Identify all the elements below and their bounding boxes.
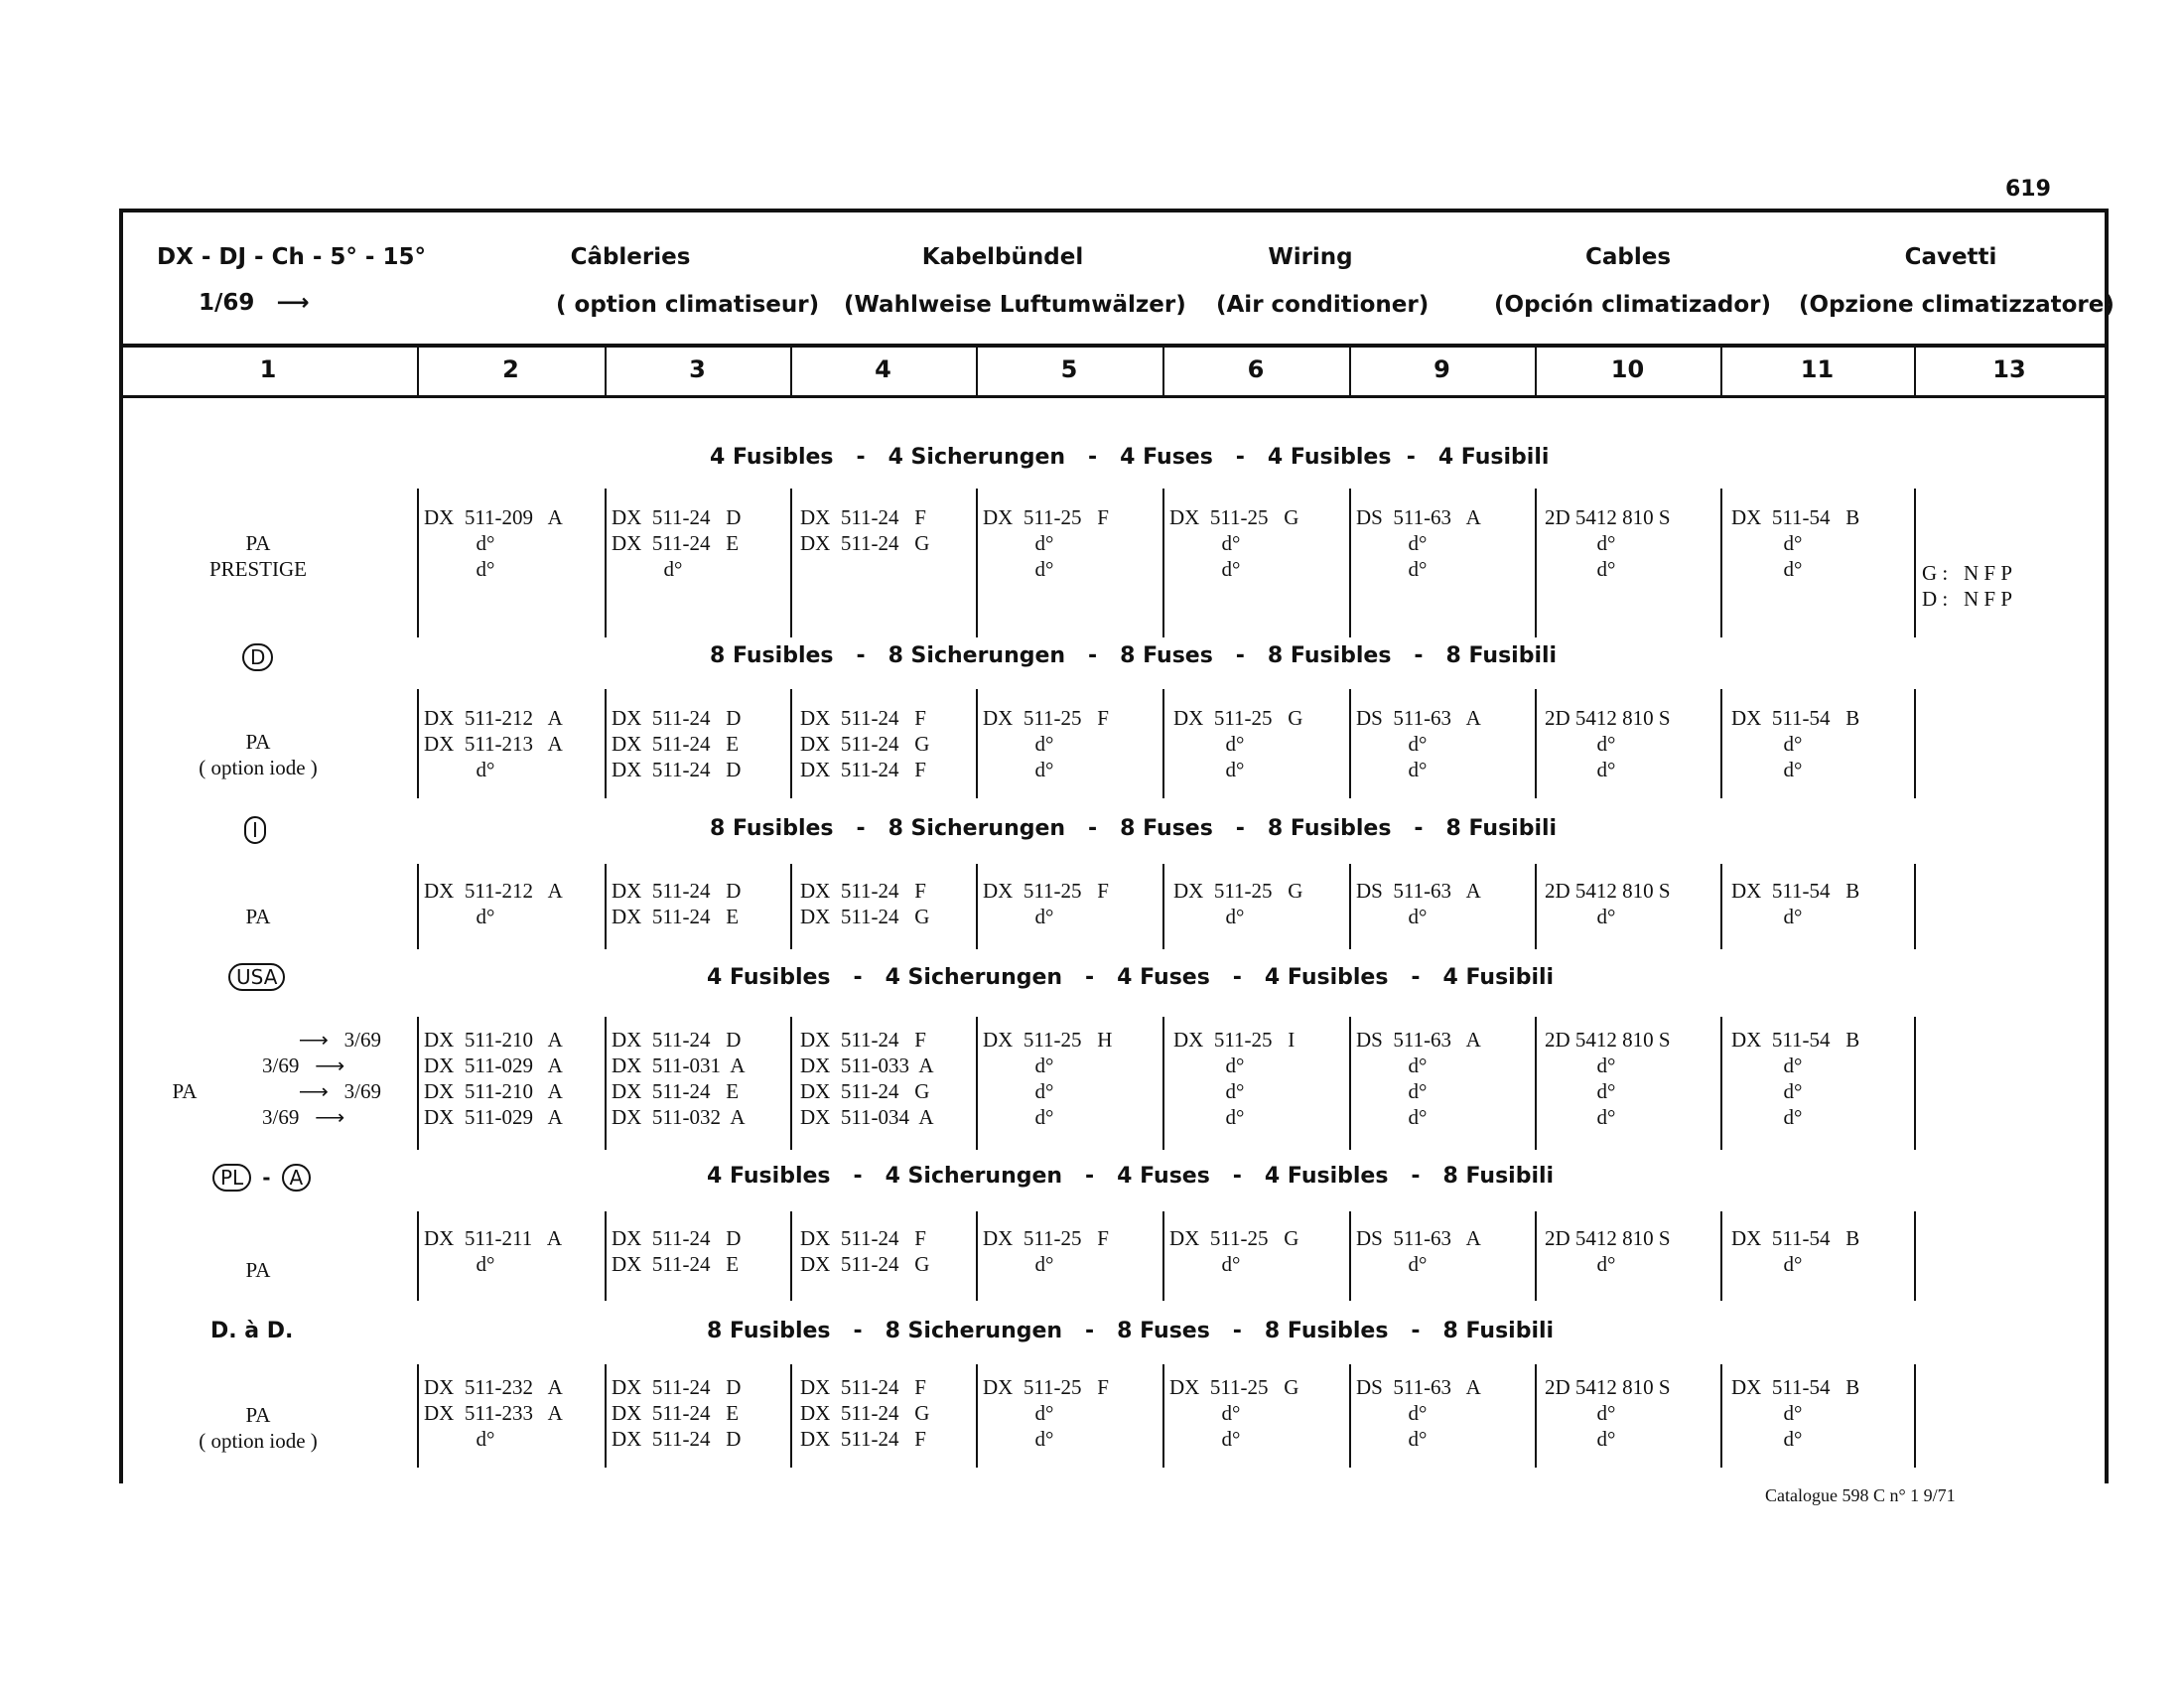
col-line — [1535, 489, 1537, 637]
region-separator: - — [262, 1166, 271, 1190]
lang-title-en: Wiring — [1268, 244, 1353, 270]
part-cell: DX 511-24 F DX 511-24 G — [800, 505, 930, 555]
col-line — [417, 1017, 419, 1150]
col-line — [1720, 689, 1722, 798]
col-line — [605, 489, 607, 637]
part-cell: DS 511-63 A d° d° d° — [1356, 1028, 1481, 1129]
col-line — [417, 489, 419, 637]
row-label: PA — [245, 1258, 271, 1282]
date-range: ⟶ 3/69 3/69 ⟶ ⟶ 3/69 3/69 ⟶ — [262, 1028, 381, 1129]
col-line — [1349, 1364, 1351, 1468]
col-line — [1914, 1017, 1916, 1150]
column-number: 3 — [689, 355, 706, 383]
col-line — [790, 1211, 792, 1301]
column-number: 9 — [1433, 355, 1450, 383]
lang-title-es: Cables — [1584, 244, 1672, 270]
col-line — [1914, 1364, 1916, 1468]
col-line — [1914, 489, 1916, 637]
region-badge — [242, 643, 273, 671]
col-line — [1535, 1017, 1537, 1150]
catalogue-footer: Catalogue 598 C n° 1 9/71 — [1765, 1485, 1956, 1505]
col-line — [1720, 864, 1722, 949]
region-label: D — [242, 643, 273, 671]
col-line — [790, 864, 792, 949]
region-label-pl: PL — [212, 1164, 251, 1192]
part-cell: DX 511-25 G d° d° — [1173, 706, 1303, 781]
part-cell: DX 511-24 D DX 511-24 E — [612, 879, 742, 928]
col-line — [790, 1364, 792, 1468]
part-cell: DX 511-24 D DX 511-24 E DX 511-24 D — [612, 1375, 742, 1451]
part-cell: 2D 5412 810 S d° d° d° — [1545, 1028, 1671, 1129]
col-line — [605, 1364, 607, 1468]
part-cell: 2D 5412 810 S d° — [1545, 1226, 1671, 1276]
col-line — [1162, 1017, 1164, 1150]
col-line — [976, 689, 978, 798]
col-line — [790, 689, 792, 798]
part-cell: DX 511-209 A d° d° — [424, 505, 563, 581]
col-line — [605, 1211, 607, 1301]
column-number: 2 — [502, 355, 519, 383]
col-line — [976, 1364, 978, 1468]
fuse-heading: 8 Fusibles - 8 Sicherungen - 8 Fuses - 8 Fusibles - 8 Fusibili — [710, 816, 1558, 841]
part-cell: DX 511-25 H d° d° d° — [983, 1028, 1113, 1129]
part-cell: DX 511-25 F d° d° — [983, 1375, 1109, 1451]
lang-title-de: Kabelbündel — [921, 244, 1084, 270]
part-cell: DX 511-25 G d° — [1173, 879, 1303, 928]
row-label: PA — [245, 905, 271, 928]
col-line — [976, 1017, 978, 1150]
part-cell: DS 511-63 A d° — [1356, 1226, 1481, 1276]
part-cell: 2D 5412 810 S d° d° — [1545, 706, 1671, 781]
lang-subtitle-fr: ( option climatiseur) — [556, 292, 820, 318]
column-number: 5 — [1060, 355, 1078, 383]
col-line — [1720, 1364, 1722, 1468]
col-line — [1535, 689, 1537, 798]
col-line — [1162, 689, 1164, 798]
region-label: D. à D. — [210, 1319, 294, 1343]
col-line — [1720, 1211, 1722, 1301]
arrow-icon: ⟶ — [276, 290, 310, 316]
region-label-a: A — [282, 1164, 312, 1192]
part-cell: DS 511-63 A d° d° — [1356, 1375, 1481, 1451]
col-line — [1349, 489, 1351, 637]
col-line — [1162, 1364, 1164, 1468]
column-number-divider — [119, 395, 2109, 398]
part-cell: DX 511-24 D DX 511-031 A DX 511-24 E DX 511-032 A — [612, 1028, 746, 1129]
col-line — [790, 489, 792, 637]
region-label: I — [244, 816, 266, 844]
region-badge — [212, 1164, 311, 1192]
part-cell: DX 511-24 D DX 511-24 E d° — [612, 505, 742, 581]
part-cell: DX 511-24 F DX 511-033 A DX 511-24 G DX 511-034 A — [800, 1028, 934, 1129]
part-cell: 2D 5412 810 S d° — [1545, 879, 1671, 928]
part-cell: DX 511-24 F DX 511-24 G — [800, 1226, 930, 1276]
col-line — [1535, 1364, 1537, 1468]
col-line — [417, 1211, 419, 1301]
row-label: PA ( option iode ) — [199, 1403, 318, 1453]
lang-subtitle-en: (Air conditioner) — [1216, 292, 1430, 318]
col-line — [417, 1364, 419, 1468]
fuse-heading: 8 Fusibles - 8 Sicherungen - 8 Fuses - 8 Fusibles - 8 Fusibili — [710, 643, 1558, 668]
row-label: PA ( option iode ) — [199, 730, 318, 779]
lang-subtitle-es: (Opción climatizador) — [1494, 292, 1772, 318]
lang-subtitle-it: (Opzione climatizzatore) — [1799, 292, 2115, 318]
part-cell: DX 511-24 D DX 511-24 E — [612, 1226, 742, 1276]
fuse-heading: 8 Fusibles - 8 Sicherungen - 8 Fuses - 8 Fusibles - 8 Fusibili — [707, 1319, 1555, 1343]
col-line — [1162, 489, 1164, 637]
model-title: DX - DJ - Ch - 5° - 15° — [157, 244, 426, 270]
col-line — [1914, 864, 1916, 949]
part-cell: DS 511-63 A d° d° — [1356, 706, 1481, 781]
part-cell: DX 511-232 A DX 511-233 A d° — [424, 1375, 563, 1451]
row-label: PA PRESTIGE — [208, 531, 307, 581]
part-cell: DX 511-25 F d° — [983, 879, 1109, 928]
part-cell: DX 511-25 F d° — [983, 1226, 1109, 1276]
column-number: 6 — [1247, 355, 1265, 383]
date-from — [199, 290, 309, 316]
part-cell: DX 511-24 F DX 511-24 G DX 511-24 F — [800, 1375, 930, 1451]
column-number: 1 — [259, 355, 277, 383]
col-line — [417, 689, 419, 798]
column-number: 10 — [1610, 355, 1645, 383]
part-cell: DX 511-24 F DX 511-24 G — [800, 879, 930, 928]
part-cell: DX 511-25 G d° — [1169, 1226, 1299, 1276]
part-cell: DX 511-25 F d° d° — [983, 505, 1109, 581]
part-cell: DX 511-25 I d° d° d° — [1173, 1028, 1296, 1129]
region-label: USA — [228, 963, 285, 991]
col-line — [1162, 864, 1164, 949]
part-cell: DX 511-212 A DX 511-213 A d° — [424, 706, 563, 781]
col-line — [976, 489, 978, 637]
part-cell: DX 511-24 D DX 511-24 E DX 511-24 D — [612, 706, 742, 781]
date-from-text: 1/69 — [199, 290, 255, 316]
col-line — [1162, 1211, 1164, 1301]
col-line — [1535, 1211, 1537, 1301]
part-cell: DX 511-54 B d° d° d° — [1731, 1028, 1860, 1129]
fuse-heading: 4 Fusibles - 4 Sicherungen - 4 Fuses - 4 Fusibles - 4 Fusibili — [707, 965, 1555, 990]
region-badge — [228, 963, 285, 991]
part-cell: DX 511-24 F DX 511-24 G DX 511-24 F — [800, 706, 930, 781]
col-line — [1349, 689, 1351, 798]
row-label: PA — [172, 1079, 198, 1103]
fuse-heading: 4 Fusibles - 4 Sicherungen - 4 Fuses - 4 Fusibles - 4 Fusibili — [710, 445, 1550, 470]
col-line — [1720, 1017, 1722, 1150]
lang-subtitle-de: (Wahlweise Luftumwälzer) — [844, 292, 1186, 318]
part-cell: DS 511-63 A d° d° — [1356, 505, 1481, 581]
col-line — [790, 1017, 792, 1150]
part-cell: DX 511-54 B d° d° — [1731, 505, 1860, 581]
col-line — [417, 864, 419, 949]
part-cell: DX 511-54 B d° — [1731, 1226, 1860, 1276]
part-cell: DX 511-54 B d° d° — [1731, 706, 1860, 781]
part-cell: G : N F P D : N F P — [1922, 561, 2013, 611]
part-cell: DX 511-210 A DX 511-029 A DX 511-210 A DX 511-029 A — [424, 1028, 563, 1129]
part-cell: DX 511-211 A d° — [424, 1226, 563, 1276]
lang-title-it: Cavetti — [1904, 244, 1997, 270]
page-number: 619 — [2005, 177, 2051, 202]
col-line — [976, 864, 978, 949]
col-line — [605, 1017, 607, 1150]
part-cell: DX 511-54 B d° d° — [1731, 1375, 1860, 1451]
part-cell: DX 511-25 F d° d° — [983, 706, 1109, 781]
col-line — [976, 1211, 978, 1301]
part-cell: DX 511-212 A d° — [424, 879, 563, 928]
region-badge — [244, 816, 266, 844]
column-number: 4 — [875, 355, 891, 383]
column-number: 11 — [1800, 355, 1835, 383]
part-cell: DX 511-54 B d° — [1731, 879, 1860, 928]
part-cell: DX 511-25 G d° d° — [1169, 505, 1299, 581]
col-line — [1914, 689, 1916, 798]
part-cell: DS 511-63 A d° — [1356, 879, 1481, 928]
col-line — [605, 864, 607, 949]
part-cell: 2D 5412 810 S d° d° — [1545, 505, 1671, 581]
col-line — [1914, 1211, 1916, 1301]
col-line — [1349, 864, 1351, 949]
fuse-heading: 4 Fusibles - 4 Sicherungen - 4 Fuses - 4 Fusibles - 8 Fusibili — [707, 1164, 1555, 1189]
part-cell: 2D 5412 810 S d° d° — [1545, 1375, 1671, 1451]
col-line — [1349, 1017, 1351, 1150]
column-number: 13 — [1992, 355, 2026, 383]
part-cell: DX 511-25 G d° d° — [1169, 1375, 1299, 1451]
col-line — [1720, 489, 1722, 637]
col-line — [605, 689, 607, 798]
col-line — [1535, 864, 1537, 949]
lang-title-fr: Câbleries — [570, 244, 691, 270]
col-line — [1349, 1211, 1351, 1301]
